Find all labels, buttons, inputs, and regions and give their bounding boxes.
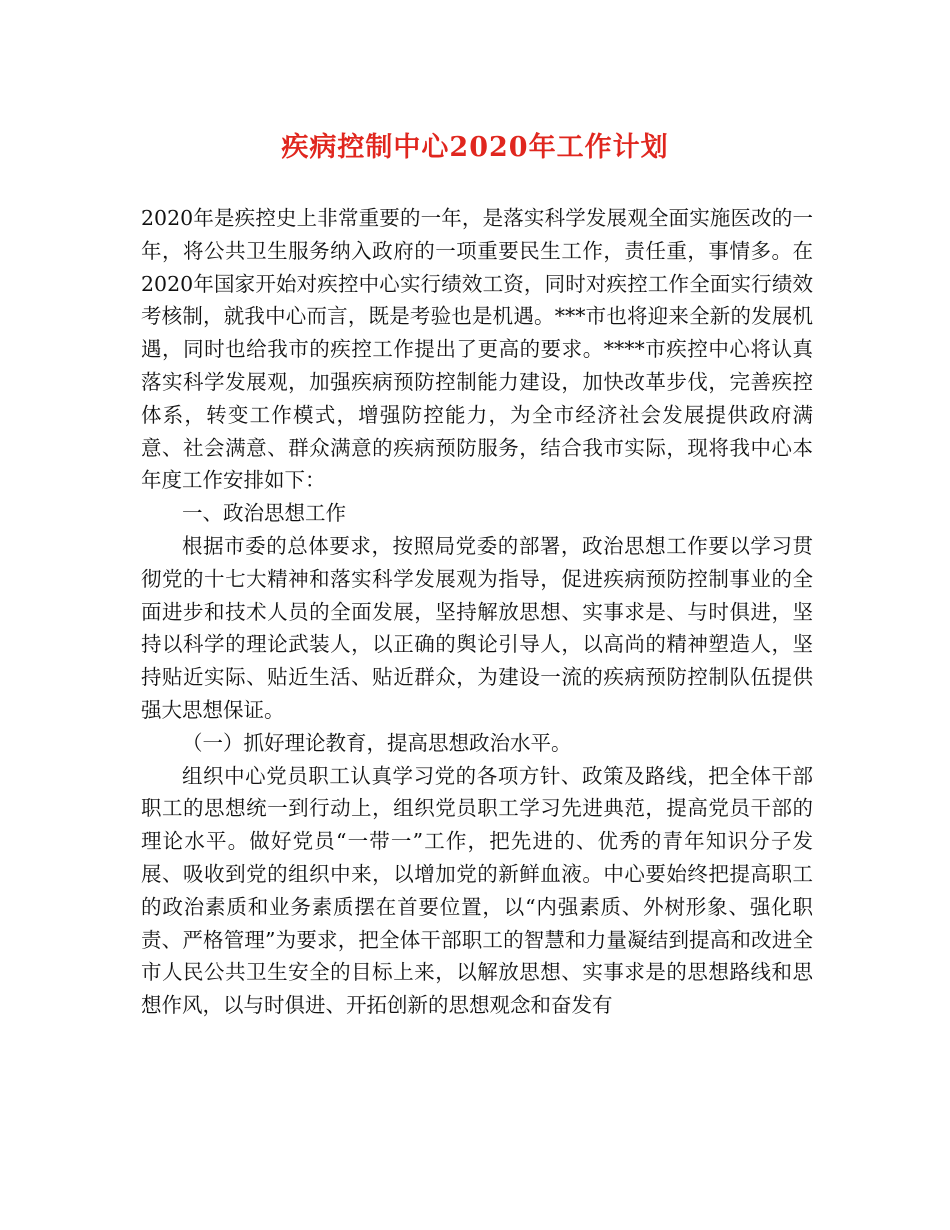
document-body — [141, 202, 813, 1022]
section-heading: 一、政治思想工作 — [182, 501, 346, 526]
intro-paragraph: 2020年是疾控史上非常重要的一年，是落实科学发展观全面实施医改的一年，将公共卫生服务纳入政府的一项重要民生工作，责任重，事情多。在2020年国家开始对疾控中心实行绩效工资，同时对疾控工作全面实行绩效考核制，就我中心而言，既是考验也是机遇。***市也将迎来全新的发展机遇，同时也给我市的疾控工作提出了更高的要求。****市疾控中心将认真落实科学发展观，加强疾病预防控制能力建设，加快改革步伐，完善疾控体系，转变工作模式，增强防控能力，为全市经济社会发展提供政府满意、社会满意、群众满意的疾病预防服务，结合我市实际，现将我中心本年度工作安排如下： — [141, 206, 813, 493]
section-paragraph: 根据市委的总体要求，按照局党委的部署，政治思想工作要以学习贯彻党的十七大精神和落实科学发展观为指导，促进疾病预防控制事业的全面进步和技术人员的全面发展，坚持解放思想、实事求是、与时俱进，坚持以科学的理论武装人，以正确的舆论引导人，以高尚的精神塑造人，坚持贴近实际、贴近生活、贴近群众，为建设一流的疾病预防控制队伍提供强大思想保证。 — [141, 533, 813, 722]
document-title: 疾病控制中心2020年工作计划 — [281, 132, 669, 163]
subsection-paragraph: 组织中心党员职工认真学习党的各项方针、政策及路线，把全体干部职工的思想统一到行动上，组织党员职工学习先进典范，提高党员干部的理论水平。做好党员“一带一”工作，把先进的、优秀的青年知识分子发展、吸收到党的组织中来，以增加党的新鲜血液。中心要始终把提高职工的政治素质和业务素质摆在首要位置，以“内强素质、外树形象、强化职责、严格管理”为要求，把全体干部职工的智慧和力量凝结到提高和改进全市人民公共卫生安全的目标上来，以解放思想、实事求是的思想路线和思想作风，以与时俱进、开拓创新的思想观念和奋发有 — [141, 763, 813, 1018]
subsection-heading: （一）抓好理论教育，提高思想政治水平。 — [182, 730, 572, 755]
